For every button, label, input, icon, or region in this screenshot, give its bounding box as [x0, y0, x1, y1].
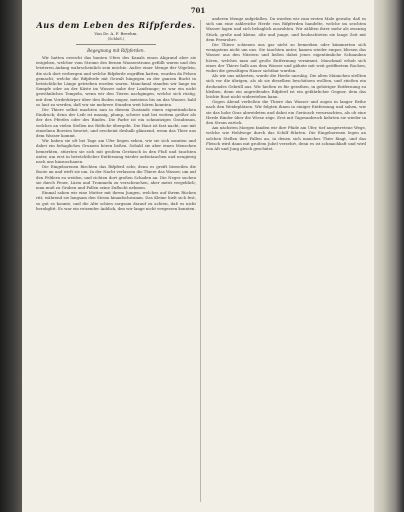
- page-edges: [374, 0, 404, 512]
- book-spine-shadow: [0, 0, 22, 512]
- left-column: [36, 16, 196, 506]
- right-column-text: [206, 16, 366, 151]
- header-divider: [76, 44, 156, 45]
- body-paragraph: Die Thiere schienen uns gar nicht zu bemerken oder kümmerten sich wenigstens nicht um uns. Sie tauchten unter, kamen wieder empor, bliesen das Wasser aus den Nüstern und ließen dabei jenes eigentümliche Schnauben hören, welches man auf große Entfernung vernimmt. Manchmal erhob sich eines der Thiere halb aus dem Wasser und gähnte mit weit geöffnetem Rachen, wobei die gewaltigen Hauer sichtbar wurden.: [206, 42, 366, 74]
- left-column-text: [36, 55, 196, 211]
- body-paragraph: Als wir uns näherten, wurde die Herde unruhig. Die alten Männchen stellten sich vor die übrigen, als ob sie dieselben beschützen wollten, und stießen ein drohendes Gebrüll aus. Wir hielten es für gerathen, in gehöriger Entfernung zu bleiben, denn ein angreifendes Rifpferd ist ein gefährlicher Gegner, dem das leichte Boot nicht widerstehen kann.: [206, 73, 366, 100]
- continuation-note: (Schluß.): [107, 37, 125, 41]
- body-paragraph: Die Eingeborenen fürchten das Rifpferd sehr, denn es greift bisweilen die Boote an und wirft sie um. In der Nacht verlassen die Thiere das Wasser, um auf den Feldern zu weiden, und richten dort großen Schaden an. Die Neger suchen sie durch Feuer, Lärm und Trommeln zu verscheuchen, aber meist vergeblich; man muß zu Gruben und Fallen seine Zuflucht nehmen.: [36, 164, 196, 191]
- body-paragraph: Einmal sahen wir eine Mutter mit ihrem Jungen, welches auf ihrem Rücken ritt, während sie langsam den Strom hinaufschwamm. Das Kleine hielt sich fest, so gut es konnte, und die Alte schien sorgsam darauf zu achten, daß es nicht herabglitt. Es war ein reizender Anblick, den wir lange nicht vergessen konnten.: [36, 190, 196, 211]
- page-number: 701: [190, 6, 206, 15]
- book-page: [22, 0, 374, 512]
- body-paragraph: Gegen Abend verließen die Thiere das Wasser und zogen in langer Reihe nach den Weideplätzen. Wir folgten ihnen in einiger Entfernung und sahen, wie sie das hohe Gras abweideten und dabei ein Geräusch verursachten, als ob eine Herde Rinder über die Wiese zöge. Erst mit Tagesanbruch kehrten sie wieder in den Strom zurück.: [206, 99, 366, 126]
- section-subtitle: Begegnung mit Rifpferden.: [87, 48, 145, 53]
- article-author: Von Dr. A. F. Breehm.: [94, 31, 138, 36]
- body-paragraph: Am nächsten Morgen fanden wir ihre Pfade am Ufer, tief ausgetretene Wege, welche wie Hohlwege durch das Schilf führten. Die Eingeborenen legen an solchen Stellen ihre Fallen an, in denen sich manches Thier fängt, und das Fleisch wird dann mit großem Jubel verzehrt, denn es ist schmackhaft und wird von Alt und Jung gleich geschätzt.: [206, 125, 366, 152]
- body-paragraph: Wir haben sie oft bei Tage am Ufer liegen sehen, wie sie sich sonnten und dabei ein behagliches Grunzen hören ließen. Sobald sie aber einen Menschen bemerkten, stürzten sie sich mit großem Geräusch in den Fluß und tauchten unter, um erst in beträchtlicher Entfernung wieder aufzutauchen und neugierig nach uns hinzuschauen.: [36, 138, 196, 165]
- article-title: Aus dem Leben des Rifpferdes.: [36, 20, 196, 30]
- column-divider: [200, 20, 201, 502]
- body-paragraph: Die Thiere selbst machten nun in diesem Zustande einen eigentümlichen Eindruck; denn der Leib ist massig, plump, schwer und bei weitem größer als der des Pferdes oder des Rindes. Die Farbe ist ein schmutziges Graubraun, welches an vielen Stellen ins Rötliche übergeht. Die Haut ist fast nackt, nur mit einzelnen Borsten besetzt, und erscheint deshalb glänzend, wenn das Thier aus dem Wasser kommt.: [36, 107, 196, 139]
- body-paragraph: anderen Menge aufgefallen. Da wurden wir zum ersten Male gewahr, daß es sich um eine zahlreiche Herde von Rifpferden handelte, welche im seichten Wasser lagen und sich behaglich ausruhten. Wir zählten ihrer mehr als zwanzig Stück, große und kleine, alte und junge, und beobachteten sie lange Zeit mit dem Fernrohre.: [206, 16, 366, 42]
- right-column: [206, 16, 366, 506]
- body-paragraph: Wir hatten erreicht das bunten Ufers des Kanals einen Abgrund aber sie entgehen, welcher vom Strome des fernen Wasserstroms gefüllt waren und des letzteren Anfang wahrscheinlich sein möchte. Außer einer Menge der Vögelein, die sich dort verbergen und welche Rifpferde ergriffen hatten, wurden da Felsen gemacht, welche die Rifpferde mit Gewalt hingegen zu der ganzen Bucht in beträchtliche Länge getrieben worden waren. Manchmal standen wir lange im Sumpfe oder an der Küste im Wasser nahe der Landzunge; es war ein nicht gewöhnliches Tempeln, wenn wir den Tieren nachgingen, welche sich rüstig, mit dem Vorderkörper über den Boden empor, meistens bis an das Wasser, bald so laut zu werden, daß wir sie mehrere Stunden weit hören konnten.: [36, 55, 196, 107]
